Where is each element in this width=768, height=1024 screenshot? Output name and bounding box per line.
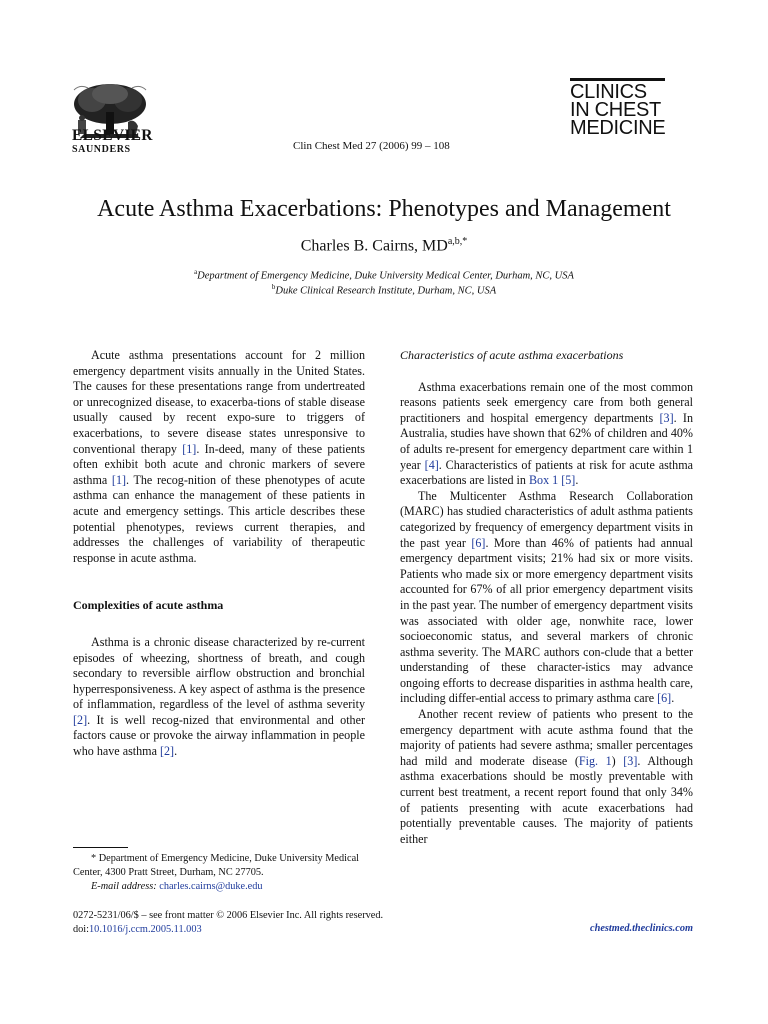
body-paragraph bbox=[400, 707, 693, 847]
footnote-address: * Department of Emergency Medicine, Duke University Medical Center, 4300 Pratt Street, Durham, NC 27705. bbox=[73, 853, 360, 878]
figure-link[interactable]: Fig. 1 bbox=[578, 753, 612, 768]
section-heading: Complexities of acute asthma bbox=[73, 598, 224, 613]
text-run: . Although asthma exacerbations should be mostly preventable with current best treatment, a recent report found that only 34% of patients presenting with acute exacerbations had potentially preventable causes. The majority of patients either bbox=[400, 753, 694, 846]
text-run: . Characteristics of patients at risk for acute asthma exacerbations are listed in bbox=[400, 457, 693, 488]
doi-line bbox=[73, 923, 383, 937]
text-run: Acute asthma presentations account for 2 million emergency department visits annually in the United States. The causes for these presentations range from undertreated or unrecognized disease, to exacerba-tions of stable disease usually caused by recent expo-sure to triggers of exacerbations, to severe disease states unresponsive to conventional therapy bbox=[73, 348, 365, 456]
reference-link[interactable]: [2] bbox=[159, 744, 175, 759]
text-run: Another recent review of patients who present to the emergency department with acute asthma found that the majority of patients had severe asthma; smaller percentages had mild and moderate disease ( bbox=[400, 707, 693, 768]
text-run: . More than 46% of patients had annual emergency department visits; 21% had six or more visits. Patients who made six or more emergency department visits accounted for 67% of all prior emergency department visits in the past year. The number of emergency department visits was associated with older age, nonwhite race, lower socioeconomic status, and several markers of chronic asthma severity. The MARC authors con-clude that a better understanding of these character-istics may advance ongoing efforts to decrease disparities in asthma health care, including differ-ential access to primary asthma care bbox=[400, 535, 694, 706]
reference-link[interactable]: [6] bbox=[657, 691, 672, 706]
text-run: . It is well recog-nized that environmental and other factors cause or provoke the airway inflammation in people who have asthma bbox=[73, 712, 365, 759]
reference-link[interactable]: [1] bbox=[111, 472, 127, 487]
corresponding-author-footnote bbox=[73, 852, 365, 894]
affiliation-text: Duke Clinical Research Institute, Durham, NC, USA bbox=[275, 285, 497, 297]
journal-title-line: MEDICINE bbox=[570, 117, 666, 139]
footnote-divider bbox=[73, 847, 128, 848]
reference-link[interactable]: [4] bbox=[424, 457, 439, 472]
text-run: . bbox=[174, 744, 178, 759]
footnote-email-line bbox=[73, 880, 365, 894]
affiliation-a bbox=[0, 268, 768, 282]
affiliation-b bbox=[0, 283, 768, 297]
text-run: Asthma exacerbations remain one of the most common reasons patients seek emergency care from both general practitioners and hospital emergency departments bbox=[400, 379, 693, 425]
body-paragraph bbox=[400, 380, 693, 489]
affiliation-mark: a bbox=[194, 268, 198, 276]
text-run: . In Australia, studies have shown that 62% of children and 40% of adults re-present for emergency department care within 1 year bbox=[400, 410, 693, 472]
doi-label: doi: bbox=[73, 924, 90, 935]
author-affiliation-marks: a,b,* bbox=[447, 236, 468, 247]
affiliation-text: Department of Emergency Medicine, Duke University Medical Center, Durham, NC, USA bbox=[197, 270, 574, 282]
journal-website-link[interactable]: chestmed.theclinics.com bbox=[590, 923, 693, 934]
page-header bbox=[0, 68, 768, 158]
subsection-heading: Characteristics of acute asthma exacerbations bbox=[400, 348, 624, 362]
body-paragraph bbox=[400, 489, 693, 707]
copyright-line: 0272-5231/06/$ – see front matter © 2006 Elsevier Inc. All rights reserved. bbox=[73, 910, 384, 921]
article-author bbox=[0, 236, 768, 255]
journal-title-line: CLINICS bbox=[570, 81, 647, 103]
text-run: The Multicenter Asthma Research Collaboration (MARC) has studied characteristics of adult asthma patients categorized by frequency of emergency department visits in the past year bbox=[400, 488, 693, 550]
right-column bbox=[400, 348, 693, 847]
page-footer bbox=[73, 909, 383, 937]
body-paragraph bbox=[73, 635, 365, 760]
publisher-wordmark bbox=[72, 128, 153, 155]
email-label: E-mail address: bbox=[91, 881, 157, 892]
left-column bbox=[73, 348, 365, 760]
reference-link[interactable]: [3] bbox=[659, 410, 674, 425]
text-run: . bbox=[671, 691, 675, 706]
affiliation-mark: b bbox=[271, 283, 276, 291]
reference-link[interactable]: [1] bbox=[182, 441, 197, 456]
text-run: . In-deed, many of these patients often exhibit both acute and chronic markers of severe asthma bbox=[73, 441, 365, 487]
text-run: . bbox=[575, 473, 579, 488]
text-run: ) bbox=[611, 753, 624, 768]
box-link[interactable]: Box 1 bbox=[528, 473, 559, 488]
text-run: . The recog-nition of these phenotypes of acute asthma can enhance the management of these patients in acute and emergency settings. This article describes these potential phenotypes, reviews current therapies, and addresses the challenges of variability of therapeutic response in acute asthma. bbox=[73, 472, 365, 565]
journal-citation: Clin Chest Med 27 (2006) 99 – 108 bbox=[293, 140, 450, 152]
email-link[interactable]: charles.cairns@duke.edu bbox=[159, 881, 263, 892]
reference-link[interactable]: [3] bbox=[623, 753, 638, 768]
publisher-imprint: SAUNDERS bbox=[72, 143, 131, 155]
text-run: Asthma is a chronic disease characterized by re-current episodes of wheezing, shortness of breath, and cough secondary to reversible airflow obstruction and bronchial hyperresponsiveness. A key aspect of asthma is the presence of inflammation, regardless of the level of asthma severity bbox=[73, 634, 365, 712]
publisher-name: ELSEVIER bbox=[72, 127, 153, 144]
article-title: Acute Asthma Exacerbations: Phenotypes and Management bbox=[97, 196, 671, 222]
reference-link[interactable]: [2] bbox=[73, 712, 88, 727]
doi-link[interactable]: 10.1016/j.ccm.2005.11.003 bbox=[89, 924, 202, 935]
reference-link[interactable]: [6] bbox=[471, 535, 486, 550]
intro-paragraph bbox=[73, 348, 365, 566]
journal-title-line: IN CHEST bbox=[570, 99, 661, 121]
reference-link[interactable]: [5] bbox=[561, 473, 576, 488]
author-name: Charles B. Cairns, MD bbox=[300, 237, 448, 255]
journal-title bbox=[570, 78, 665, 137]
